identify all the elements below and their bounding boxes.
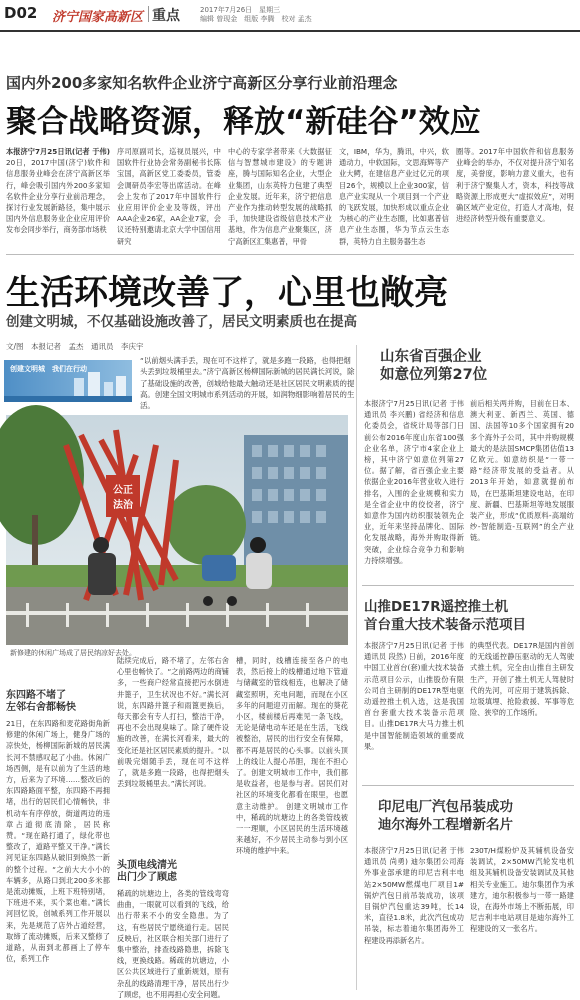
story2-col-1: 21日，在东四路和麦花路街角新修建的休闲广场上，健身广场的凉快处，杨柳国际新城的居民满长河不禁感叹起了小曲。休闲广场西侧，是有以前为了生活的地方，后来为了环境……整改后的东四路路面平整，东四路不再拥堵，出行的居民们心情畅快，非机动车有序停放，街道两边的违章占道彻底清除，居民称赞。“现在路打通了，绿化带也整改了，道路平整又干净。”满长河见证东四路从破旧到焕然一新的整个过程。“之前大大小小的车辆多，从路口到北200多米都是流动摊贩，上班下班特别堵，下班进不来，买个菜也难。”满长河回忆说，创城系列工作开展以来，先是规范了店外占道经营，取缔了流动摊贩，后来又整修了道路，从南到北都画上了停车位，系列工作 — [6, 719, 110, 964]
plaza-photo — [6, 415, 348, 645]
story2-byline: 文/图 本报记者 孟杰 通讯员 李庆宇 — [6, 342, 144, 351]
story1-kicker: 国内外200多家知名软件企业济宁高新区分享行业前沿理念 — [6, 74, 398, 92]
page-number: D02 — [4, 4, 38, 22]
story1-byline: 本报济宁7月25日讯(记者 于伟) — [6, 147, 110, 156]
side-headline-3: 印尼电厂汽包吊装成功 迪尔海外工程增新名片 — [378, 799, 513, 833]
story1-col-5: 圈等。2017年中国软件和信息服务业峰会的举办，不仅对提升济宁知名度，美誉度，影响力意义重大，也有利于济宁聚集人才，资本，科技等战略资源上形成更大“虚拟效应”，对明确区域产业定位，打造人才高地，促进经济转型升级有重要意义。 — [456, 147, 574, 224]
story2-col-2b: 稀疏的坑塘边上，各类的管线弯弯曲曲，一眼就可以看到的飞线，给出行带来不小的安全隐患。为了这，有些居民宁愿绕道行走。居民反映后，社区联合相关部门进行了集中整治，排查线路隐患，拆除飞线，更换线路。稀疏的坑塘边，小区公共区域进行了重新规划，原有杂乱的线路清理干净，居民出行少了顾虑，也不用再担心安全问题。 — [117, 889, 229, 999]
masthead-rule — [0, 30, 580, 32]
side-headline-1: 山东省百强企业 如意位列第27位 — [380, 349, 488, 383]
side-story1-col2: 前后相关两并购，目前在日本、澳大利亚、新西兰、英国、德国、法国等10多个国家拥有20多个海外子公司，其中并购规模最大的是法国SMCP集团估值13亿欧元。如意纺织是“一带一路”经济带发展的受益者。从2013年开始，如意就提前布局，在巴基斯坦建设电站，在印度、新疆、巴基斯坦等地发展服装产业，形成“优质原料-高端纺纱-智能制造-互联网”的全产业链。 — [470, 399, 574, 543]
story2-col-3 — [236, 655, 348, 990]
date-text: 2017年7月26日 星期三 — [200, 6, 281, 14]
story1-col-1 — [6, 146, 110, 248]
sidebar-divider — [356, 345, 357, 990]
story2-headline: 生活环境改善了，心里也敞亮 — [6, 273, 448, 313]
side-headline-2: 山推DE17R遥控推土机 首台重大技术装备示范项目 — [364, 599, 526, 633]
side-story3-col2: 230T/H煤粉炉及其辅机设备安装调试，2×50MW汽轮发电机组及其辅机设备安装调试及其他相关专业施工。迪尔集团作为承建方，迪尔积极参与一带一路建设，在海外市场上不断拓展，印尼吉利丰电站项目是迪尔海外工程建设的又一张名片。 — [470, 846, 574, 934]
story2-lead: “以前烟头满手丢，现在可不这样了，就是多跑一段路，也得把烟头丢到垃圾桶里去。”济宁高新区杨柳国际新城的居民满长河说，除了基础设施的改善，创城给他最大触动还是社区居民文明素质的提高。创建全国文明城市系列活动的开展，如润物细影响着居民的生活。 — [140, 356, 355, 411]
masthead-divider — [148, 6, 149, 22]
brand-title: 济宁国家高新区 — [52, 10, 144, 25]
story2-col-2: 陆续完成后，路不堵了，左邻右舍心里也畅快了。“之前路两边的商铺多，一些商户经常直接把污水倒进井篦子，卫生状况也不好。”满长河说，东四路井篦子和雨篦更换后，每天都会有专人打扫，整洁干净，再也不会出现臭味了。除了硬件设施的改善，在满长河看来，最大的变化还是社区居民素质的提升。“以前吸完烟随手丢，现在可不这样了，就是多跑一段路，也得把烟头丢到垃圾桶里去。”满长河说。 — [117, 656, 229, 789]
story1-col-3: 中心的专家学者带来《大数据征信与智慧城市建设》的专题讲座，腾与国际知名企业，大型企业集团，山东英特力包建了典型企业发展。近年来，济宁把信息产业作为推动转型发展的战略抓手，加快建设省级信息技术产业基地，作为信息产业聚集区，济宁高新区汇集惠普，甲骨 — [228, 147, 332, 246]
side-story3-col1: 本报济宁7月25日讯(记者 于伟 通讯员 尚勇) 迪尔集团公司海外事业部承建的印尼吉利丰电站2×50MW燃煤电厂项目1#锅炉汽包日前吊装成功，该项目锅炉汽包重达39吨，长14米，直径1.8米，此次汽包成功吊装，标志着迪尔集团海外工程建设再添新名片。 — [364, 846, 464, 945]
side-story2-col1: 本报济宁7月25日讯(记者 于伟 通讯员 段然) 日前，2016年度中国工业首台(套)重大技术装备示范项目公示，山推股份有限公司自主研制的DE17R型电驱动遥控推土机入选，这是我国首台套重大技术装备示范项目。山推DE17R大马力推土机是中国智能制造领域的重要成果。 — [364, 641, 464, 751]
story2-subhead-1: 东四路不堵了 左邻右舍都畅快 — [6, 690, 76, 713]
sign-line-1: 公正 — [113, 485, 133, 496]
story2-subtitle: 创建文明城，不仅基础设施改善了，居民文明素质也在提高 — [6, 314, 357, 330]
photo-caption: 新修建的休闲广场成了居民纳凉好去处。 — [10, 649, 136, 657]
section-label: 重点 — [152, 8, 180, 24]
story2-col-3b-text: 创建文明城市工作中，稀疏的坑塘边上的各类管线被一一理顺，小区居民的生活环境越来越好，不少居民主动参与到小区环境的维护中来。 — [236, 801, 348, 856]
side-story1-col1: 本报济宁7月25日讯(记者 于伟 通讯员 李兴鹏) 省经济和信息化委员会，省统计局等部门日前公布2016年度山东省100强企业名单，济宁市4家企业上榜，其中济宁如意位列第27位。据了解，省百强企业主要依据企业2016年营业收入进行排名，入围的企业规模和实力是全省企业中的佼佼者，济宁如意作为国内纺织服装领先企业，近年来坚持品牌化、国际化发展战略，海外并购取得新突破，企业综合竞争力和影响力持续增强。 — [364, 399, 464, 565]
story2-subhead-2: 头顶电线清光 出门少了顾虑 — [117, 860, 177, 883]
campaign-badge-label: 创建文明城 我们在行动 — [10, 365, 87, 373]
story1-col-4: 文，IBM，华为，腾讯，中兴，软通动力，中软国际，文思海辉等产业大鳄，在建信息产业过亿元的项目26个，规模以上企业300家，信息产业实现从一个项目到一个产业的飞跃发展，加快形成以重点企业为核心的产业生态圈，比如惠普信息产业生态圈，华为节点云生态群，英特力自主服务器生态 — [339, 147, 449, 246]
side-divider-1 — [362, 585, 574, 586]
story2-photo — [6, 415, 348, 645]
story1-col-1-text: 20日，2017中国(济宁)软件和信息服务业峰会在济宁高新区举行，峰会吸引国内外200多家知名软件企业分享行业前沿理念，探讨行业发展新路径，集中展示国内外信息服务业企业应用评价发布会同步举行，商务部市场秩 — [6, 158, 110, 235]
side-story2-col2: 的典型代表。DE17R是国内首创的无线遥控静压驱动的无人驾驶式推土机，完全由山推自主研发生产，开创了推土机无人驾驶时代的先河，可应用于建筑拆除、垃圾填埋、抢险救援、军事等危险、狭窄的工作场所。 — [470, 641, 574, 718]
side-divider-2 — [362, 785, 574, 786]
editors-text: 编辑 曾现金 组版 李腾 校对 孟杰 — [200, 15, 312, 23]
story1-headline: 聚合战略资源，释放“新硅谷”效应 — [6, 104, 481, 140]
dateline — [200, 6, 312, 24]
story1-col-2: 序司原副司长，巡视员展兴，中国软件行业协会常务副秘书长陈宝国，高新区党工委委员，管委会调研员李宏等出席活动。在峰会上发布了2017年中国软件行业应用评价企业及等级，评出AAA企业26家，AA企业7家，会议还特别邀请北京大学中国信用研究 — [117, 147, 221, 246]
sign-line-2: 法治 — [113, 500, 133, 511]
story-divider — [6, 254, 574, 255]
story2-col-3-text: 槽，同时，线槽连接至各户的电表，然后接上的线槽通过地下管道与储藏室的管线相连，也解决了储藏室照明，充电问题，而现在小区多年的问题迎刃而解。现在的葵花小区，楼前楼后再难见一条飞线，无论是储电动车还是在生活，飞线被整治，居民的出行安全有保障，都不再是居民的心头事。以前头顶上的线让人提心吊胆，现在不担心了。创建文明城市工作中，我们都是收益者，也是参与者。居民们对社区的环境变化都看在眼里，也愿意主动维护。 — [236, 656, 348, 811]
